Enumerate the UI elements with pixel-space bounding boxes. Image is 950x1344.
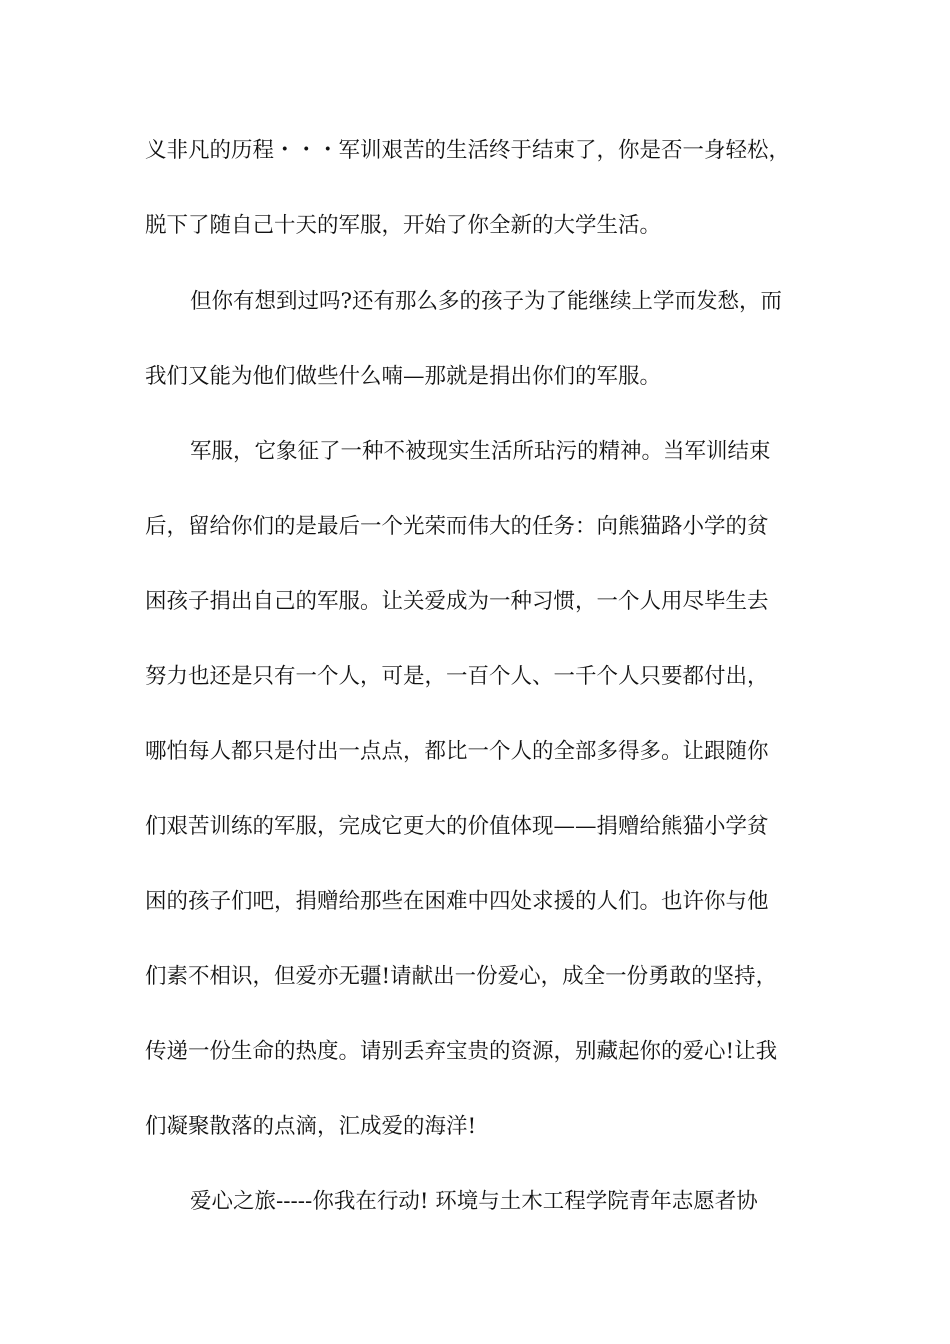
paragraph-4-line-1: 爱心之旅-----你我在行动! 环境与土木工程学院青年志愿者协	[190, 1189, 758, 1214]
paragraph-3-line-1: 军服，它象征了一种不被现实生活所玷污的精神。当军训结束	[190, 439, 771, 464]
paragraph-3-line-4: 努力也还是只有一个人，可是，一百个人、一千个人只要都付出，	[145, 664, 769, 689]
paragraph-2-line-2: 我们又能为他们做些什么喃—那就是捐出你们的军服。	[145, 364, 662, 389]
paragraph-3-line-2: 后，留给你们的是最后一个光荣而伟大的任务：向熊猫路小学的贫	[145, 514, 769, 539]
paragraph-3-line-5: 哪怕每人都只是付出一点点，都比一个人的全部多得多。让跟随你	[145, 739, 769, 764]
paragraph-3-line-10: 们凝聚散落的点滴，汇成爱的海洋!	[145, 1114, 477, 1139]
paragraph-3-line-3: 困孩子捐出自己的军服。让关爱成为一种习惯，一个人用尽毕生去	[145, 589, 769, 614]
paragraph-1-line-2: 脱下了随自己十天的军服，开始了你全新的大学生活。	[145, 213, 662, 238]
paragraph-1-line-1: 义非凡的历程・・・军训艰苦的生活终于结束了，你是否一身轻松，	[145, 138, 791, 163]
paragraph-3-line-7: 困的孩子们吧，捐赠给那些在困难中四处求援的人们。也许你与他	[145, 889, 769, 914]
paragraph-3-line-6: 们艰苦训练的军服，完成它更大的价值体现——捐赠给熊猫小学贫	[145, 814, 769, 839]
paragraph-2-line-1: 但你有想到过吗?还有那么多的孩子为了能继续上学而发愁，而	[190, 289, 783, 314]
paragraph-3-line-8: 们素不相识，但爱亦无疆!请献出一份爱心，成全一份勇敢的坚持，	[145, 964, 778, 989]
paragraph-3-line-9: 传递一份生命的热度。请别丢弃宝贵的资源，别藏起你的爱心!让我	[145, 1039, 778, 1064]
